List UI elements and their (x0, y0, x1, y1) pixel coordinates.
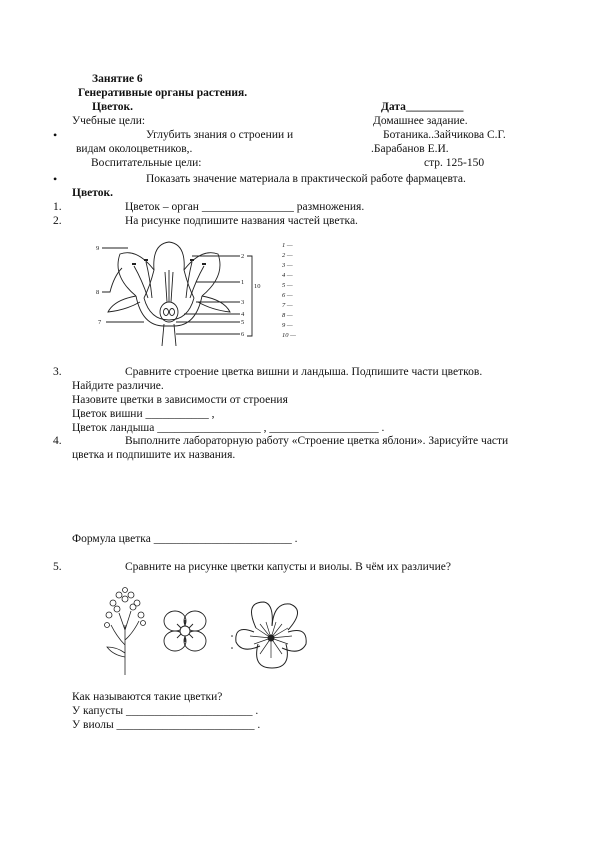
book-reference-2: .Барабанов Е.И. (371, 143, 449, 155)
cabbage-flower-drawing (160, 608, 210, 654)
figure-label-3: 3 (241, 299, 245, 306)
education-goals-label: Воспитательные цели: (91, 157, 202, 169)
task-1-number: 1. (53, 201, 62, 213)
task-4-number: 4. (53, 435, 62, 447)
homework-label: Домашнее задание. (373, 115, 468, 127)
flower-structure-diagram (92, 236, 322, 346)
answer-line-8: 8 — (282, 312, 293, 319)
bullet: • (53, 128, 58, 142)
task-3-text: Сравните строение цветка вишни и ландыша. Подпишите части цветков. (125, 366, 483, 378)
cabbage-plant-drawing (97, 585, 152, 675)
figure-label-5: 5 (241, 319, 245, 326)
figure-label-7: 7 (98, 319, 102, 326)
figure-label-9: 9 (96, 245, 100, 252)
figure-label-6: 6 (241, 331, 245, 338)
answer-line-3: 3 — (282, 262, 293, 269)
task-5-question: Как называются такие цветки? (72, 691, 223, 703)
task-1-text: Цветок – орган ________________ размножения. (125, 201, 365, 213)
figure-label-2: 2 (241, 253, 245, 260)
task-3-number: 3. (53, 366, 62, 378)
flower-formula-field[interactable]: Формула цветка ________________________ . (72, 533, 298, 545)
book-reference-1: Ботаника..Зайчикова С.Г. (383, 129, 506, 141)
page-title: Генеративные органы растения. (78, 87, 248, 99)
lesson-number: Занятие 6 (92, 73, 143, 85)
task-2-number: 2. (53, 215, 62, 227)
date-field[interactable]: Дата__________ (381, 101, 464, 113)
goal-1-line-1: Углубить знания о строении и (146, 129, 294, 141)
answer-line-10: 10 — (282, 332, 296, 339)
goal-2: Показать значение материала в практической работе фармацевта. (146, 173, 466, 185)
answer-line-4: 4 — (282, 272, 293, 279)
page-subtitle: Цветок. (92, 101, 134, 113)
task-3-line-2: Найдите различие. (72, 380, 164, 392)
cabbage-answer[interactable]: У капусты ______________________ . (72, 705, 259, 717)
viola-flower-drawing (226, 598, 316, 670)
figure-label-4: 4 (241, 311, 245, 318)
answer-line-1: 1 — (282, 242, 293, 249)
answer-line-7: 7 — (282, 302, 293, 309)
task-3-line-3: Назовите цветки в зависимости от строения (72, 394, 288, 406)
task-5-number: 5. (53, 561, 62, 573)
figure-label-1: 1 (241, 279, 245, 286)
answer-line-9: 9 — (282, 322, 293, 329)
task-4-line-2: цветка и подпишите их названия. (72, 449, 236, 461)
task-4-text: Выполните лабораторную работу «Строение цветка яблони». Зарисуйте части (125, 435, 509, 447)
pages-reference: стр. 125-150 (424, 157, 485, 169)
bullet: • (53, 172, 58, 186)
section-title: Цветок. (72, 187, 114, 199)
figure-label-10: 10 (254, 283, 261, 290)
lily-flower-answer[interactable]: Цветок ландыша __________________ , ___________________ . (72, 422, 385, 434)
goal-1-line-2: видам околоцветников,. (76, 143, 193, 155)
answer-line-5: 5 — (282, 282, 293, 289)
cherry-flower-answer[interactable]: Цветок вишни ___________ , (72, 408, 215, 420)
task-2-text: На рисунке подпишите названия частей цветка. (125, 215, 358, 227)
learning-goals-label: Учебные цели: (72, 115, 146, 127)
answer-line-2: 2 — (282, 252, 293, 259)
figure-label-8: 8 (96, 289, 100, 296)
answer-line-6: 6 — (282, 292, 293, 299)
viola-answer[interactable]: У виолы ________________________ . (72, 719, 261, 731)
task-5-text: Сравните на рисунке цветки капусты и виолы. В чём их различие? (125, 561, 451, 573)
